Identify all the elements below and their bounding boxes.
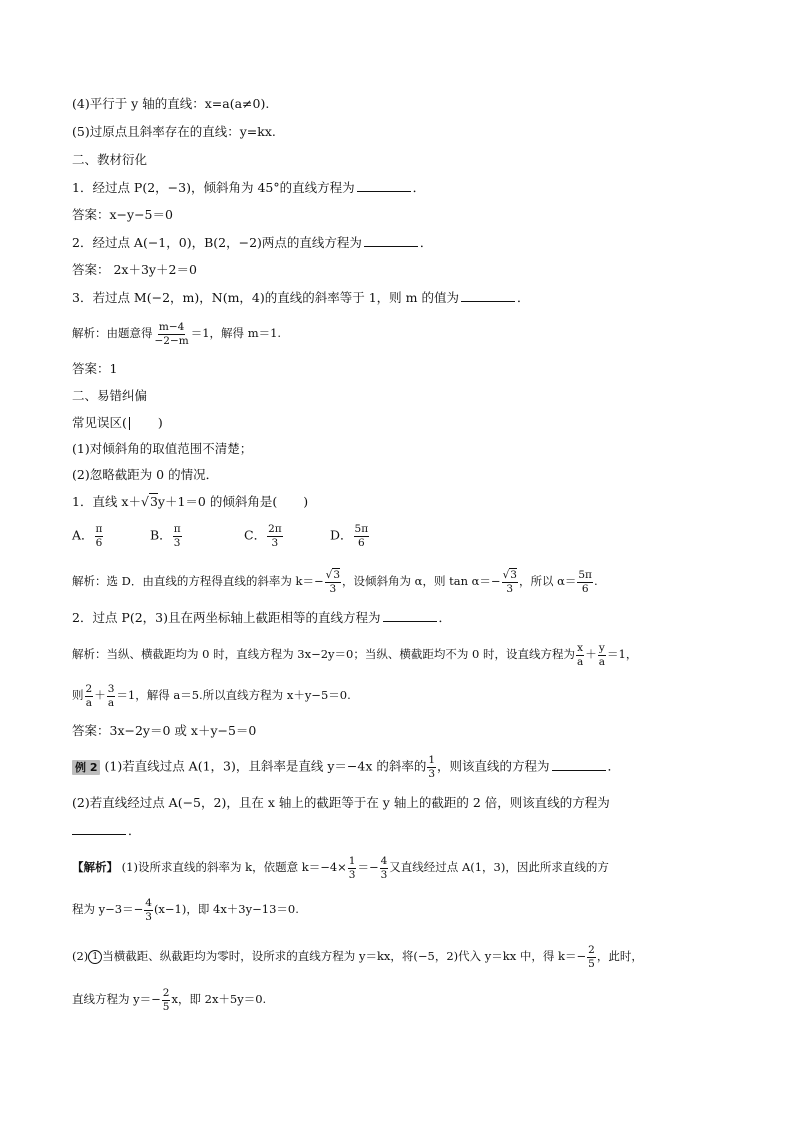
option-d[interactable]: D． $\frac{5\pi}{6}$ <box>330 523 369 549</box>
answer-blank <box>364 234 418 247</box>
example-2-part-2: (2)若直线经过点 A(−5，2)，且在 x 轴上的截距等于在 y 轴上的截距的 2 倍，则该直线的方程为 <box>72 795 610 810</box>
solution-part-2-line-2: 直线方程为 y＝− $\frac{2}{5}$ x，即 2x＋5y＝0. <box>72 987 267 1013</box>
question-1: 1．经过点 P(2，−3)，倾斜角为 45°的直线方程为 ． <box>72 180 426 195</box>
answer-blank <box>552 758 606 771</box>
section-heading-textbook: 二、教材衍化 <box>72 152 148 167</box>
common-mistakes-heading: 常见误区( ) <box>72 415 163 430</box>
question-5: 2．过点 P(2，3)且在两坐标轴上截距相等的直线方程为 ． <box>72 610 452 625</box>
answer-blank <box>383 609 437 622</box>
answer-2: 答案： 2x＋3y＋2＝0 <box>72 262 197 277</box>
answer-blank <box>72 822 126 835</box>
solution-3: 解析：由题意得 $\frac{m-4}{-2-m}$ ＝1，解得 m＝1. <box>72 321 282 347</box>
mistake-1: (1)对倾斜角的取值范围不清楚； <box>72 441 253 456</box>
option-a[interactable]: A． $\frac{\pi}{6}$ <box>72 523 103 549</box>
solution-part-1-line-1: 【解析】 (1)设所求直线的斜率为 k，依题意 k＝−4× $\frac{1}{3}$ ＝− $\frac{4}{3}$ 又直线经过点 A(1，3)，因此所求直线的方 <box>72 855 609 881</box>
answer-5: 答案：3x−2y＝0 或 x＋y−5＝0 <box>72 723 257 738</box>
answer-3: 答案：1 <box>72 361 118 376</box>
mistake-2: (2)忽略截距为 0 的情况． <box>72 467 219 482</box>
solution-5-line-1: 解析：当纵、横截距均为 0 时，直线方程为 3x−2y＝0；当纵、横截距均不为 0 时，设直线方程为 $\frac{x}{a}$ ＋ $\frac{y}{a}$ ＝1， <box>72 642 638 668</box>
question-4: 1．直线 x＋√3y＋1＝0 的倾斜角是( ) <box>72 494 309 509</box>
answer-1: 答案：x−y−5＝0 <box>72 207 173 222</box>
example-2-part-2-blank: ． <box>72 822 141 840</box>
solution-part-1-line-2: 程为 y−3＝− $\frac{4}{3}$ (x−1)，即 4x＋3y−13＝0. <box>72 897 299 923</box>
solution-part-2-line-1: (2) 1 当横截距、纵截距均为零时，设所求的直线方程为 y＝kx，将(−5，2)代入 y＝kx 中，得 k＝− $\frac{2}{5}$ ，此时， <box>72 944 643 970</box>
options-row <box>72 524 370 548</box>
option-b[interactable]: B． $\frac{\pi}{3}$ <box>150 523 181 549</box>
example-2-part-1: 例 2 (1)若直线过点 A(1，3)，且斜率是直线 y＝−4x 的斜率的 $\frac{1}{3}$ ，则该直线的方程为 ． <box>72 755 620 779</box>
circled-number-icon: 1 <box>88 950 102 964</box>
question-2: 2．经过点 A(−1，0)，B(2，−2)两点的直线方程为 ． <box>72 235 433 250</box>
text-cursor-icon <box>129 417 130 430</box>
option-c[interactable]: C． $\frac{2\pi}{3}$ <box>244 523 282 549</box>
text-line-4: (4)平行于 y 轴的直线：x=a(a≠0). <box>72 96 270 111</box>
section-heading-errors: 二、易错纠偏 <box>72 388 148 403</box>
question-3: 3．若过点 M(−2，m)，N(m，4)的直线的斜率等于 1，则 m 的值为 ． <box>72 290 530 305</box>
fraction: $\frac{m-4}{-2-m}$ <box>154 321 189 347</box>
solution-4: 解析：选 D．由直线的方程得直线的斜率为 k＝− $\frac{√3}{3}$ ，设倾斜角为 α，则 tan α＝− $\frac{√3}{3}$ ，所以 α＝ $\frac{5\pi}{6}$ . <box>72 569 598 595</box>
answer-blank <box>357 179 411 192</box>
answer-blank <box>461 289 515 302</box>
solution-5-line-2: 则 $\frac{2}{a}$ ＋ $\frac{3}{a}$ ＝1，解得 a＝5.所以直线方程为 x＋y−5＝0. <box>72 683 351 709</box>
example-badge: 例 2 <box>72 760 100 775</box>
text-line-5: (5)过原点且斜率存在的直线：y=kx. <box>72 124 276 139</box>
